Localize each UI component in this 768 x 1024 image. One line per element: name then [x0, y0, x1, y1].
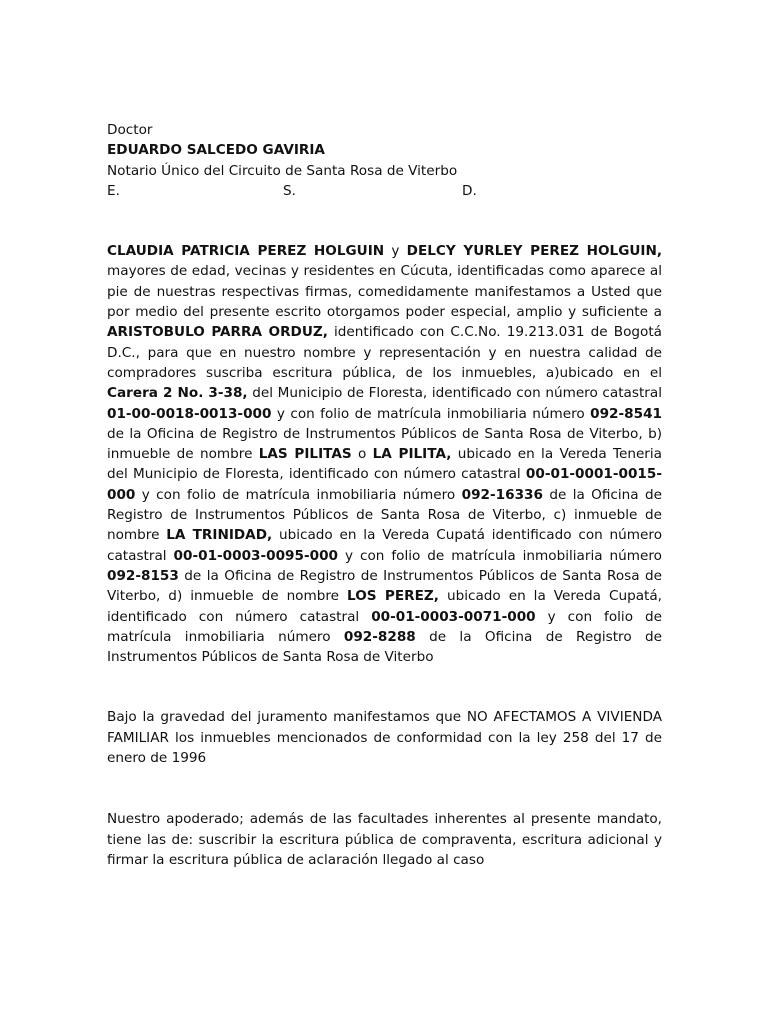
bold-text-run: LOS PEREZ, — [347, 588, 439, 605]
text-run: de la Oficina de Registro de Instrumentos Públicos de Santa Rosa de Viterbo, b) inmueble de nombre — [107, 425, 662, 463]
bold-text-run: DELCY YURLEY PEREZ HOLGUIN, — [406, 243, 663, 260]
recipient-name: EDUARDO SALCEDO GAVIRIA — [107, 142, 325, 159]
bold-text-run: 092-8541 — [590, 405, 662, 422]
text-run: identificado con C.C.No. 19.213.031 de Bogotá D.C., para que en nuestro nombre y representación y en nuestra calidad de compradores suscriba escritura pública, de los inmuebles, a)ubicado en el — [107, 324, 662, 381]
bold-text-run: ARISTOBULO PARRA ORDUZ, — [107, 324, 328, 341]
bold-text-run: 00-01-0001-0015-000 — [107, 466, 662, 503]
text-run: del Municipio de Floresta, identificado con número catastral — [247, 385, 662, 402]
bold-text-run: CLAUDIA PATRICIA PEREZ HOLGUIN — [107, 243, 385, 260]
attorney-powers-paragraph: Nuestro apoderado; además de las facultades inherentes al presente mandato, tiene las de: suscribir la escritura pública de compraventa, escritura adicional y firmar la escritura pública de aclaración llegado al caso — [107, 811, 662, 868]
bold-text-run: 01-00-0018-0013-000 — [107, 405, 272, 422]
document-page — [107, 120, 662, 870]
family-housing-paragraph: Bajo la gravedad del juramento manifestamos que NO AFECTAMOS A VIVIENDA FAMILIAR los inmuebles mencionados de conformidad con la ley 258 del 17 de enero de 1996 — [107, 709, 662, 767]
text-run: o — [351, 446, 373, 463]
bold-text-run: LA PILITA, — [372, 446, 452, 463]
bold-text-run: 00-01-0003-0095-000 — [173, 547, 338, 564]
text-run: de la Oficina de Registro de Instrumentos Públicos de Santa Rosa de Viterbo — [107, 628, 662, 666]
text-run: y — [384, 243, 407, 260]
text-run: y con folio de matrícula inmobiliaria número — [135, 486, 462, 503]
text-run: de la Oficina de Registro de Instrumentos Públicos de Santa Rosa de Viterbo, d) inmueble de nombre — [107, 567, 662, 605]
power-of-attorney-paragraph — [107, 241, 662, 667]
esd-d: D. — [462, 182, 477, 199]
text-run: mayores de edad, vecinas y residentes en Cúcuta, identificadas como aparece al pie de nuestras respectivas firmas, comedidamente manifestamos a Usted que por medio del presente escrito otorgamos poder especial, amplio y suficiente a — [107, 263, 662, 321]
bold-text-run: LA TRINIDAD, — [166, 527, 273, 544]
bold-text-run: 092-8288 — [343, 628, 416, 645]
text-run: ubicado en la Vereda Teneria del Municipio de Floresta, identificado con número catastral — [107, 446, 663, 483]
esd-line — [107, 181, 662, 201]
text-run: y con folio de matrícula inmobiliaria número — [107, 608, 663, 645]
bold-text-run: 092-8153 — [107, 567, 179, 584]
salutation: Doctor — [107, 122, 153, 138]
text-run: y con folio de matrícula inmobiliaria número — [338, 547, 662, 564]
esd-s: S. — [283, 182, 296, 199]
esd-e: E. — [107, 182, 120, 199]
text-run: de la Oficina de Registro de Instrumentos Públicos de Santa Rosa de Viterbo, c) inmueble de nombre — [107, 486, 662, 544]
bold-text-run: Carera 2 No. 3-38, — [107, 385, 248, 402]
bold-text-run: 092-16336 — [461, 486, 543, 503]
text-run: y con folio de matrícula inmobiliaria número — [271, 405, 591, 422]
bold-text-run: 00-01-0003-0071-000 — [371, 608, 536, 625]
text-run: ubicado en la Vereda Cupatá, identificado con número catastral — [107, 588, 663, 625]
recipient-title: Notario Único del Circuito de Santa Rosa de Viterbo — [107, 162, 458, 179]
bold-text-run: LAS PILITAS — [258, 446, 352, 463]
text-run: ubicado en la Vereda Cupatá identificado con número catastral — [107, 527, 663, 564]
